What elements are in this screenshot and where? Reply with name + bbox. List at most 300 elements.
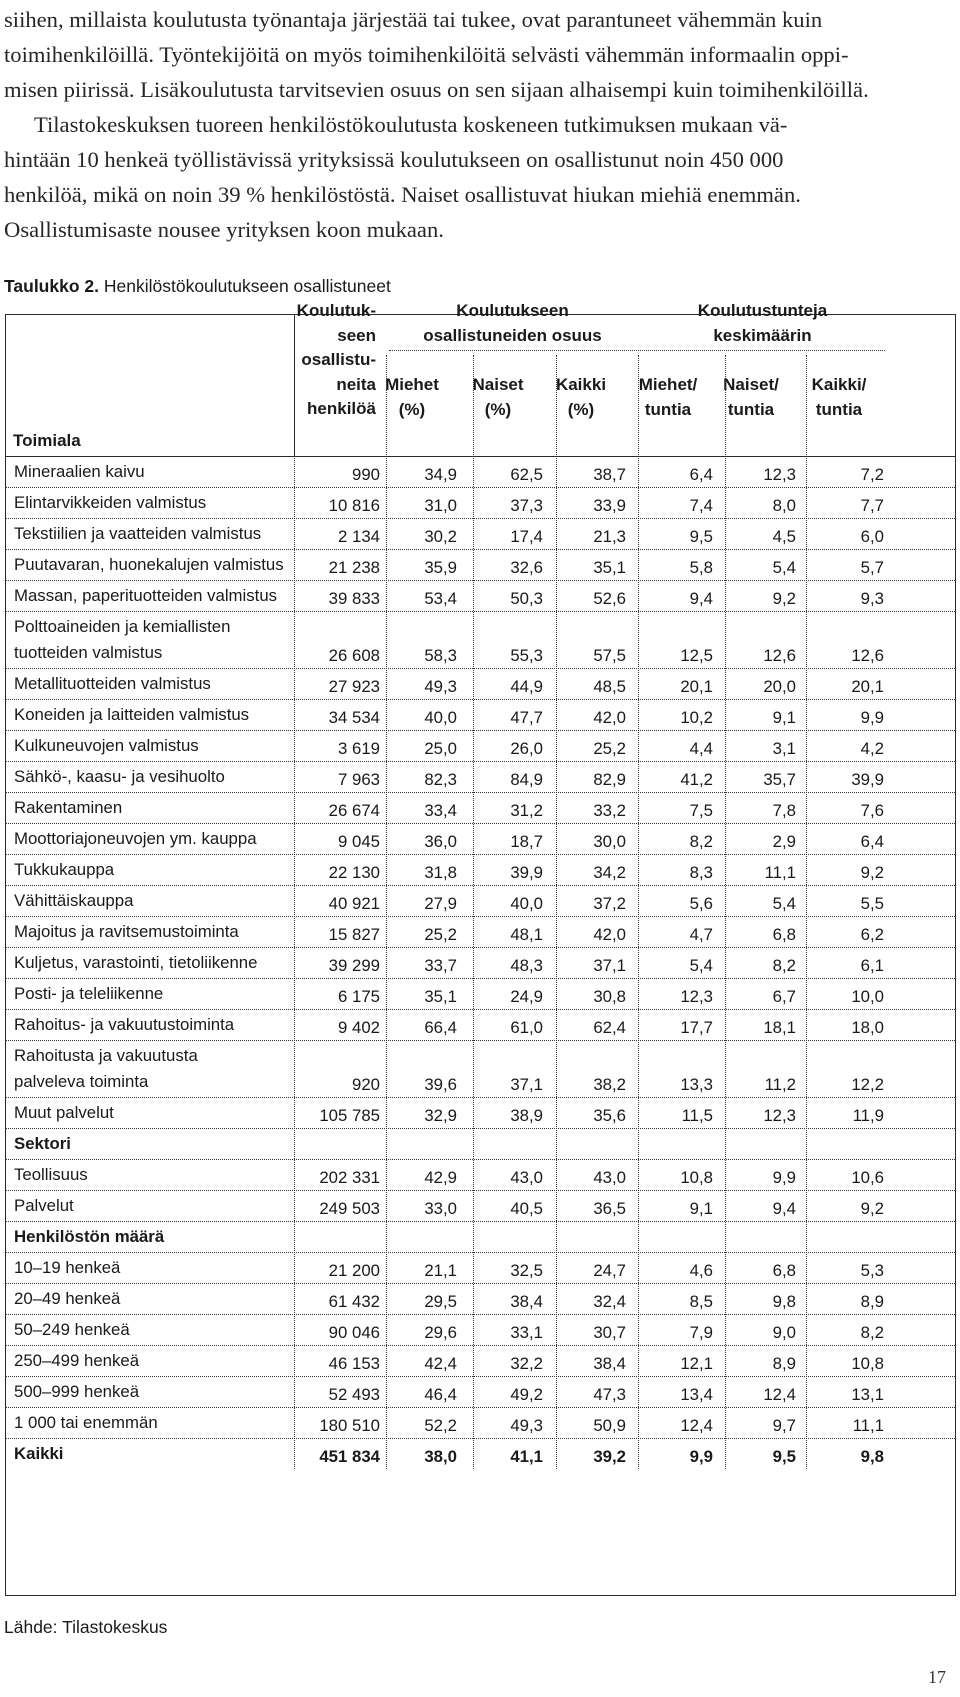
table-cell: 12,3 [763,465,796,484]
table-cell: 38,2 [593,1075,626,1094]
table-cell: 9,1 [772,708,796,727]
row-label: Tukkukauppa [14,860,115,879]
row-divider [6,549,955,550]
table-cell: 34 534 [328,708,380,727]
table-cell: 18,0 [851,1018,884,1037]
table-cell: 5,8 [689,558,713,577]
paragraph-line: henkilöä, mikä on noin 39 % henkilöstöstä. Naiset osallistuvat hiukan miehiä enemmän. [4,182,801,207]
table-cell: 33,0 [424,1199,457,1218]
row-label: 1 000 tai enemmän [14,1413,158,1432]
paragraph-line: misen piirissä. Lisäkoulutusta tarvitsevien osuus on sen sijaan alhaisempi kuin toimihenkilöillä. [4,77,869,102]
table-cell: 13,4 [680,1385,713,1404]
table-cell: 36,5 [593,1199,626,1218]
table-cell: 55,3 [510,646,543,665]
table-cell: 920 [352,1075,380,1094]
table-cell: 40,0 [510,894,543,913]
table-cell: 7,7 [860,496,884,515]
row-divider [6,1190,955,1191]
table-cell: 61 432 [328,1292,380,1311]
row-label: Sähkö-, kaasu- ja vesihuolto [14,767,225,786]
table-cell: 10,6 [851,1168,884,1187]
row-label: Koneiden ja laitteiden valmistus [14,705,250,724]
table-cell: 41,2 [680,770,713,789]
header-subcol-unit: (%) [398,400,426,419]
table-cell: 12,6 [851,646,884,665]
header-group-divider [389,350,885,351]
table-cell: 42,0 [593,708,626,727]
table-cell: 9,4 [689,589,713,608]
table-cell: 8,3 [689,863,713,882]
table-cell: 12,1 [680,1354,713,1373]
header-subcol-label: Kaikki [555,375,607,394]
row-divider [6,1407,955,1408]
table-cell: 451 834 [319,1447,380,1466]
table-cell: 26 608 [328,646,380,665]
row-divider [6,668,955,669]
table-cell: 8,9 [860,1292,884,1311]
table-cell: 9,3 [860,589,884,608]
table-cell: 9 045 [338,832,380,851]
row-label: Massan, paperituotteiden valmistus [14,586,278,605]
paragraph-line: hintään 10 henkeä työllistävissä yrityksissä koulutukseen on osallistunut noin 450 000 [4,147,784,172]
row-divider [6,487,955,488]
header-group-hours: Koulutustunteja [697,301,828,320]
table-cell: 9,4 [772,1199,796,1218]
table-cell: 33,2 [593,801,626,820]
header-subcol-unit: tuntia [644,400,692,419]
table-cell: 202 331 [319,1168,380,1187]
table-cell: 32,6 [510,558,543,577]
table-cell: 32,5 [510,1261,543,1280]
table-cell: 35,9 [424,558,457,577]
table-cell: 4,2 [860,739,884,758]
table-cell: 7 963 [338,770,380,789]
table-cell: 35,6 [593,1106,626,1125]
table-cell: 31,8 [424,863,457,882]
table-cell: 15 827 [328,925,380,944]
column-separator [294,456,295,1469]
row-divider [6,761,955,762]
table-cell: 9,9 [772,1168,796,1187]
table-cell: 38,0 [424,1447,457,1466]
table-cell: 10 816 [328,496,380,515]
table-cell: 37,1 [510,1075,543,1094]
table-cell: 32,4 [593,1292,626,1311]
row-divider [6,1283,955,1284]
table-cell: 11,9 [852,1106,884,1125]
table-cell: 22 130 [328,863,380,882]
table-cell: 11,2 [764,1075,796,1094]
table-cell: 33,1 [510,1323,543,1342]
table-cell: 21,1 [424,1261,457,1280]
table-cell: 29,6 [424,1323,457,1342]
row-divider [6,854,955,855]
table-cell: 47,7 [510,708,543,727]
table-cell: 21,3 [593,527,626,546]
table-cell: 2 134 [338,527,380,546]
table-cell: 48,1 [510,925,543,944]
table-cell: 5,3 [860,1261,884,1280]
table-cell: 10,0 [851,987,884,1006]
table-cell: 37,1 [593,956,626,975]
header-col-persons: henkilöä [307,399,376,418]
table-cell: 42,9 [424,1168,457,1187]
table-cell: 34,9 [424,465,457,484]
table-cell: 8,9 [772,1354,796,1373]
table-cell: 20,0 [763,677,796,696]
column-separator [556,355,557,1469]
row-label: Rakentaminen [14,798,123,817]
table-cell: 26 674 [328,801,380,820]
table-cell: 40,5 [510,1199,543,1218]
header-col-persons: seen [337,325,376,345]
table-cell: 39 299 [328,956,380,975]
row-label: Rahoitus- ja vakuutustoiminta [14,1015,235,1034]
table-cell: 37,3 [510,496,543,515]
table-cell: 12,6 [763,646,796,665]
row-label: Kuljetus, varastointi, tietoliikenne [14,953,258,972]
row-label: 500–999 henkeä [14,1382,140,1401]
table-cell: 48,3 [510,956,543,975]
table-cell: 36,0 [424,832,457,851]
table-cell: 50,9 [593,1416,626,1435]
table-cell: 82,9 [593,770,626,789]
row-label: Posti- ja teleliikenne [14,984,164,1003]
table-cell: 31,2 [510,801,543,820]
table-cell: 61,0 [510,1018,543,1037]
table-cell: 27,9 [424,894,457,913]
row-label: Polttoaineiden ja kemiallisten [14,617,231,636]
table-cell: 47,3 [593,1385,626,1404]
table-cell: 43,0 [593,1168,626,1187]
row-divider [6,1252,955,1253]
table-cell: 6,8 [772,1261,796,1280]
column-separator [386,355,387,1469]
table-cell: 53,4 [424,589,457,608]
row-divider [6,823,955,824]
table-cell: 8,5 [689,1292,713,1311]
table-cell: 25,2 [593,739,626,758]
table-cell: 7,2 [860,465,884,484]
table-cell: 49,2 [510,1385,543,1404]
table-cell: 7,6 [860,801,884,820]
header-subcol-label: Naiset [472,375,524,394]
table-cell: 49,3 [510,1416,543,1435]
row-divider [6,1159,955,1160]
table-cell: 2,9 [772,832,796,851]
row-label: 250–499 henkeä [14,1351,140,1370]
table-cell: 17,4 [510,527,543,546]
header-bottom-rule [6,456,955,457]
header-subcol-label: Miehet [385,375,439,394]
header-subcol-unit: (%) [484,400,512,419]
table-cell: 4,6 [689,1261,713,1280]
row-label: Teollisuus [14,1165,88,1184]
column-separator [294,315,295,456]
table-cell: 40 921 [328,894,380,913]
column-separator [725,355,726,1469]
table-cell: 12,5 [680,646,713,665]
table-cell: 84,9 [510,770,543,789]
header-subcol-label: Naiset/ [723,375,779,394]
row-divider [6,611,955,612]
header-subcol-unit: tuntia [727,400,775,419]
row-label: Rahoitusta ja vakuutusta [14,1046,198,1065]
table-cell: 12,4 [680,1416,713,1435]
table-cell: 52,2 [424,1416,457,1435]
table-cell: 35,7 [763,770,796,789]
table-caption [4,276,391,297]
table-cell: 37,2 [593,894,626,913]
table-cell: 9,8 [772,1292,796,1311]
row-divider [6,1438,955,1439]
section-heading: Sektori [14,1134,71,1153]
table-cell: 9 402 [338,1018,380,1037]
table-cell: 18,7 [510,832,543,851]
row-label: 20–49 henkeä [14,1289,121,1308]
table-cell: 7,9 [689,1323,713,1342]
table-cell: 35,1 [593,558,626,577]
table-cell: 52,6 [593,589,626,608]
table-cell: 6,4 [689,465,713,484]
table-cell: 44,9 [510,677,543,696]
table-cell: 5,4 [689,956,713,975]
table-cell: 180 510 [319,1416,380,1435]
table-cell: 9,2 [772,589,796,608]
table-cell: 48,5 [593,677,626,696]
row-label: Tekstiilien ja vaatteiden valmistus [14,524,262,543]
table-cell: 30,7 [593,1323,626,1342]
table-cell: 11,1 [764,863,796,882]
row-label: Moottoriajoneuvojen ym. kauppa [14,829,257,848]
table-cell: 11,5 [681,1106,713,1125]
section-heading: Henkilöstön määrä [14,1227,165,1246]
table-cell: 39,9 [510,863,543,882]
table-cell: 105 785 [319,1106,380,1125]
table-cell: 6,0 [860,527,884,546]
table-cell: 9,2 [860,1199,884,1218]
table-cell: 18,1 [763,1018,796,1037]
row-divider [6,792,955,793]
table-cell: 39,9 [851,770,884,789]
table-cell: 5,4 [772,558,796,577]
table-cell: 38,9 [510,1106,543,1125]
table-cell: 49,3 [424,677,457,696]
row-divider [6,916,955,917]
table-cell: 24,9 [510,987,543,1006]
table-cell: 13,3 [680,1075,713,1094]
data-table [5,301,956,1596]
table-cell: 8,0 [772,496,796,515]
table-cell: 9,0 [772,1323,796,1342]
table-cell: 46,4 [424,1385,457,1404]
table-cell: 990 [352,465,380,484]
table-cell: 7,5 [689,801,713,820]
row-divider [6,1128,955,1129]
table-cell: 42,4 [424,1354,457,1373]
row-divider [6,580,955,581]
table-cell: 34,2 [593,863,626,882]
table-cell: 6 175 [338,987,380,1006]
table-cell: 62,4 [593,1018,626,1037]
header-subcol-label: Miehet/ [638,375,698,394]
table-cell: 12,4 [763,1385,796,1404]
table-cell: 38,4 [593,1354,626,1373]
table-cell: 52 493 [328,1385,380,1404]
table-cell: 27 923 [328,677,380,696]
row-label: 50–249 henkeä [14,1320,130,1339]
table-cell: 5,4 [772,894,796,913]
header-subcol-label: Kaikki/ [811,375,867,394]
header-row-label: Toimiala [13,431,81,450]
table-cell: 30,2 [424,527,457,546]
table-cell: 66,4 [424,1018,457,1037]
table-cell: 32,2 [510,1354,543,1373]
table-cell: 3,1 [772,739,796,758]
table-cell: 25,2 [424,925,457,944]
table-cell: 62,5 [510,465,543,484]
table-cell: 26,0 [510,739,543,758]
table-cell: 32,9 [424,1106,457,1125]
table-cell: 9,5 [689,527,713,546]
table-cell: 5,6 [689,894,713,913]
table-cell: 6,4 [860,832,884,851]
row-divider [6,1009,955,1010]
column-separator [806,355,807,1469]
table-cell: 25,0 [424,739,457,758]
table-cell: 50,3 [510,589,543,608]
table-cell: 9,9 [860,708,884,727]
table-cell: 7,4 [689,496,713,515]
page-number: 17 [928,1667,946,1687]
row-label: Elintarvikkeiden valmistus [14,493,207,512]
row-label: palveleva toiminta [14,1072,149,1091]
column-separator [473,355,474,1469]
row-label: Kaikki [14,1444,64,1463]
source-note: Lähde: Tilastokeskus [4,1617,168,1637]
table-cell: 6,7 [772,987,796,1006]
row-divider [6,518,955,519]
table-cell: 5,5 [860,894,884,913]
table-cell: 9,9 [689,1447,713,1466]
row-divider [6,1376,955,1377]
row-label: tuotteiden valmistus [14,643,163,662]
row-divider [6,947,955,948]
table-cell: 21 200 [328,1261,380,1280]
table-cell: 4,5 [772,527,796,546]
table-cell: 249 503 [319,1199,380,1218]
table-cell: 40,0 [424,708,457,727]
column-separator [638,355,639,1469]
table-cell: 9,2 [860,863,884,882]
table-cell: 10,8 [680,1168,713,1187]
table-cell: 8,2 [689,832,713,851]
header-group-hours: keskimäärin [713,325,812,345]
paragraph-line: Tilastokeskuksen tuoreen henkilöstökoulutusta koskeneen tutkimuksen mukaan vä- [34,112,788,137]
table-cell: 12,2 [851,1075,884,1094]
table-cell: 8,2 [772,956,796,975]
row-label: Vähittäiskauppa [14,891,134,910]
table-cell: 43,0 [510,1168,543,1187]
row-label: Mineraalien kaivu [14,462,145,481]
table-cell: 31,0 [424,496,457,515]
table-cell: 29,5 [424,1292,457,1311]
table-cell: 4,7 [689,925,713,944]
table-cell: 12,3 [763,1106,796,1125]
table-cell: 35,1 [424,987,457,1006]
table-cell: 39 833 [328,589,380,608]
row-label: Palvelut [14,1196,74,1215]
paragraph-line: Osallistumisaste nousee yrityksen koon mukaan. [4,217,444,242]
paragraph-line: toimihenkilöillä. Työntekijöitä on myös toimihenkilöitä selvästi vähemmän informaalin oppi- [4,42,849,67]
table-cell: 9,5 [772,1447,796,1466]
row-divider [6,1040,955,1041]
header-group-share: osallistuneiden osuus [423,325,602,345]
table-cell: 10,2 [680,708,713,727]
table-cell: 33,4 [424,801,457,820]
table-cell: 13,1 [851,1385,884,1404]
row-label: Metallituotteiden valmistus [14,674,211,693]
table-cell: 11,1 [852,1416,884,1435]
body-paragraph [4,2,952,247]
table-cell: 46 153 [328,1354,380,1373]
table-cell: 6,2 [860,925,884,944]
header-subcol-unit: (%) [567,400,595,419]
table-cell: 10,8 [851,1354,884,1373]
table-cell: 24,7 [593,1261,626,1280]
table-cell: 57,5 [593,646,626,665]
table-cell: 30,8 [593,987,626,1006]
header-col-persons: neita [336,374,376,394]
table-cell: 5,7 [860,558,884,577]
table-cell: 6,8 [772,925,796,944]
table-cell: 39,2 [593,1447,626,1466]
row-divider [6,1314,955,1315]
table-cell: 38,4 [510,1292,543,1311]
row-label: Kulkuneuvojen valmistus [14,736,199,755]
row-label: Puutavaran, huonekalujen valmistus [14,555,284,574]
row-divider [6,978,955,979]
table-cell: 17,7 [680,1018,713,1037]
row-divider [6,1097,955,1098]
table-cell: 9,8 [860,1447,884,1466]
table-cell: 38,7 [593,465,626,484]
table-cell: 21 238 [328,558,380,577]
header-group-share: Koulutukseen [456,301,569,320]
table-cell: 58,3 [424,646,457,665]
row-divider [6,699,955,700]
row-divider [6,730,955,731]
table-cell: 42,0 [593,925,626,944]
table-cell: 90 046 [328,1323,380,1342]
row-label: 10–19 henkeä [14,1258,121,1277]
table-cell: 20,1 [851,677,884,696]
table-cell: 41,1 [510,1447,543,1466]
table-cell: 30,0 [593,832,626,851]
row-label: Majoitus ja ravitsemustoiminta [14,922,239,941]
table-cell: 9,1 [689,1199,713,1218]
row-divider [6,885,955,886]
header-col-persons: Koulutuk- [296,301,376,320]
table-cell: 9,7 [772,1416,796,1435]
table-cell: 7,8 [772,801,796,820]
table-cell: 82,3 [424,770,457,789]
table-cell: 4,4 [689,739,713,758]
row-divider [6,1345,955,1346]
row-label: Muut palvelut [14,1103,114,1122]
paragraph-line: siihen, millaista koulutusta työnantaja järjestää tai tukee, ovat parantuneet vähemmän kuin [4,7,823,32]
table-cell: 33,7 [424,956,457,975]
